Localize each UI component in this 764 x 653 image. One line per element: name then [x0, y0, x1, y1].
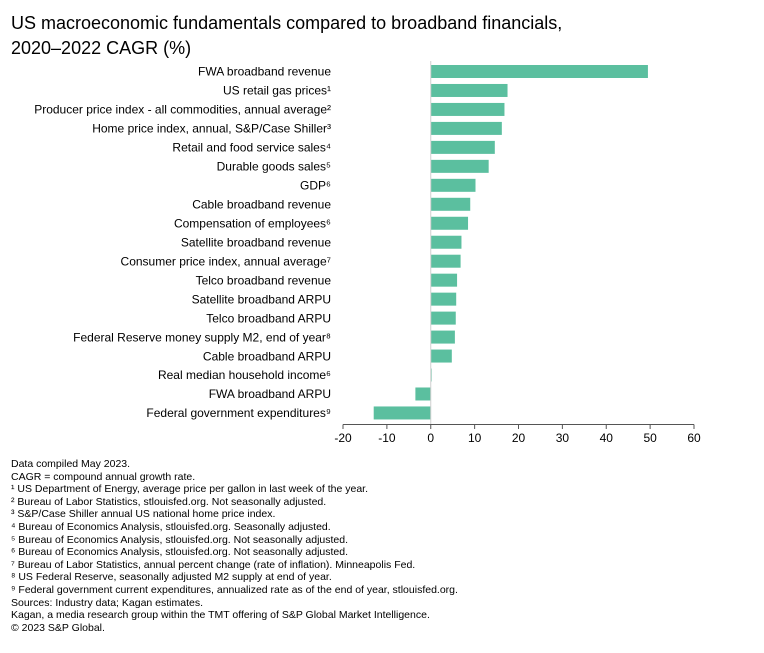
- x-tick-label: 20: [511, 431, 526, 445]
- bar: [431, 103, 505, 116]
- category-label: Federal government expenditures⁹: [146, 406, 331, 421]
- footnote-line: Sources: Industry data; Kagan estimates.: [11, 596, 204, 609]
- footnote-line: Data compiled May 2023.: [11, 458, 131, 470]
- x-tick-label: 60: [687, 431, 701, 445]
- footnote-line: ⁵ Bureau of Economics Analysis, stlouisfed.org. Not seasonally adjusted.: [11, 533, 349, 546]
- x-tick-label: -10: [378, 431, 396, 445]
- chart-title-line-2: 2020–2022 CAGR (%): [11, 38, 192, 58]
- category-label: Federal Reserve money supply M2, end of year⁸: [73, 330, 331, 345]
- category-label: Retail and food service sales⁴: [172, 140, 331, 155]
- x-tick-label: -20: [334, 431, 352, 445]
- bar: [431, 65, 648, 78]
- category-label: Compensation of employees⁶: [173, 216, 331, 231]
- category-label: Satellite broadband revenue: [180, 235, 331, 250]
- category-label: Durable goods sales⁵: [216, 159, 331, 174]
- category-label: Telco broadband revenue: [195, 273, 331, 288]
- footnote-line: © 2023 S&P Global.: [11, 621, 105, 634]
- category-label: Consumer price index, annual average⁷: [120, 254, 331, 269]
- x-tick-label: 0: [427, 431, 435, 445]
- bar: [431, 350, 452, 363]
- category-label: Satellite broadband ARPU: [191, 292, 331, 307]
- category-label: Home price index, annual, S&P/Case Shiller³: [92, 121, 331, 136]
- bar: [431, 255, 461, 268]
- bar: [431, 331, 455, 344]
- bar: [431, 198, 470, 211]
- footnote-line: ⁸ US Federal Reserve, seasonally adjusted M2 supply at end of year.: [11, 571, 332, 584]
- footnote-line: ⁶ Bureau of Economics Analysis, stlouisfed.org. Not seasonally adjusted.: [11, 546, 348, 559]
- footnote-line: ⁴ Bureau of Economics Analysis, stlouisfed.org. Seasonally adjusted.: [11, 520, 331, 533]
- bars-layer: [374, 65, 648, 419]
- bar: [431, 160, 489, 173]
- x-tick-label: 50: [643, 431, 657, 445]
- category-label: FWA broadband revenue: [198, 64, 331, 79]
- bar: [431, 122, 502, 135]
- footnote-line: CAGR = compound annual growth rate.: [11, 470, 196, 483]
- category-label: Telco broadband ARPU: [206, 311, 331, 326]
- x-tick-label: 10: [467, 431, 482, 445]
- footnote-line: ¹ US Department of Energy, average price per gallon in last week of the year.: [11, 483, 368, 496]
- bar: [431, 312, 456, 325]
- bar: [431, 274, 457, 287]
- footnote-line: ⁷ Bureau of Labor Statistics, annual percent change (rate of inflation). Minneapolis Fed.: [11, 558, 416, 571]
- category-label: Cable broadband revenue: [192, 197, 331, 212]
- category-label: FWA broadband ARPU: [208, 387, 331, 402]
- category-label: Producer price index - all commodities, annual average²: [34, 102, 331, 117]
- footnote-line: Kagan, a media research group within the TMT offering of S&P Global Market Intelligence.: [11, 609, 430, 622]
- footnote-line: ³ S&P/Case Shiller annual US national home price index.: [11, 508, 276, 521]
- footnote-line: ⁹ Federal government current expenditures, annualized rate as of the end of year, stlouisfed.org.: [11, 583, 458, 596]
- bar: [415, 387, 430, 400]
- footnote-line: ² Bureau of Labor Statistics, stlouisfed.org. Not seasonally adjusted.: [11, 495, 327, 508]
- chart-title-line-1: US macroeconomic fundamentals compared to broadband financials,: [11, 13, 563, 33]
- category-labels: [34, 65, 331, 420]
- bar: [431, 293, 456, 306]
- bar: [431, 141, 495, 154]
- footnotes: [11, 458, 756, 634]
- bar: [431, 179, 476, 192]
- bar: [374, 406, 431, 419]
- bar: [431, 84, 508, 97]
- category-label: GDP⁶: [300, 178, 331, 193]
- x-tick-label: 30: [555, 431, 570, 445]
- category-label: US retail gas prices¹: [222, 83, 331, 98]
- bar: [431, 217, 468, 230]
- category-label: Cable broadband ARPU: [202, 349, 331, 364]
- x-tick-label: 40: [599, 431, 613, 445]
- bar: [431, 236, 462, 249]
- x-axis: [334, 61, 701, 445]
- category-label: Real median household income⁶: [157, 368, 331, 383]
